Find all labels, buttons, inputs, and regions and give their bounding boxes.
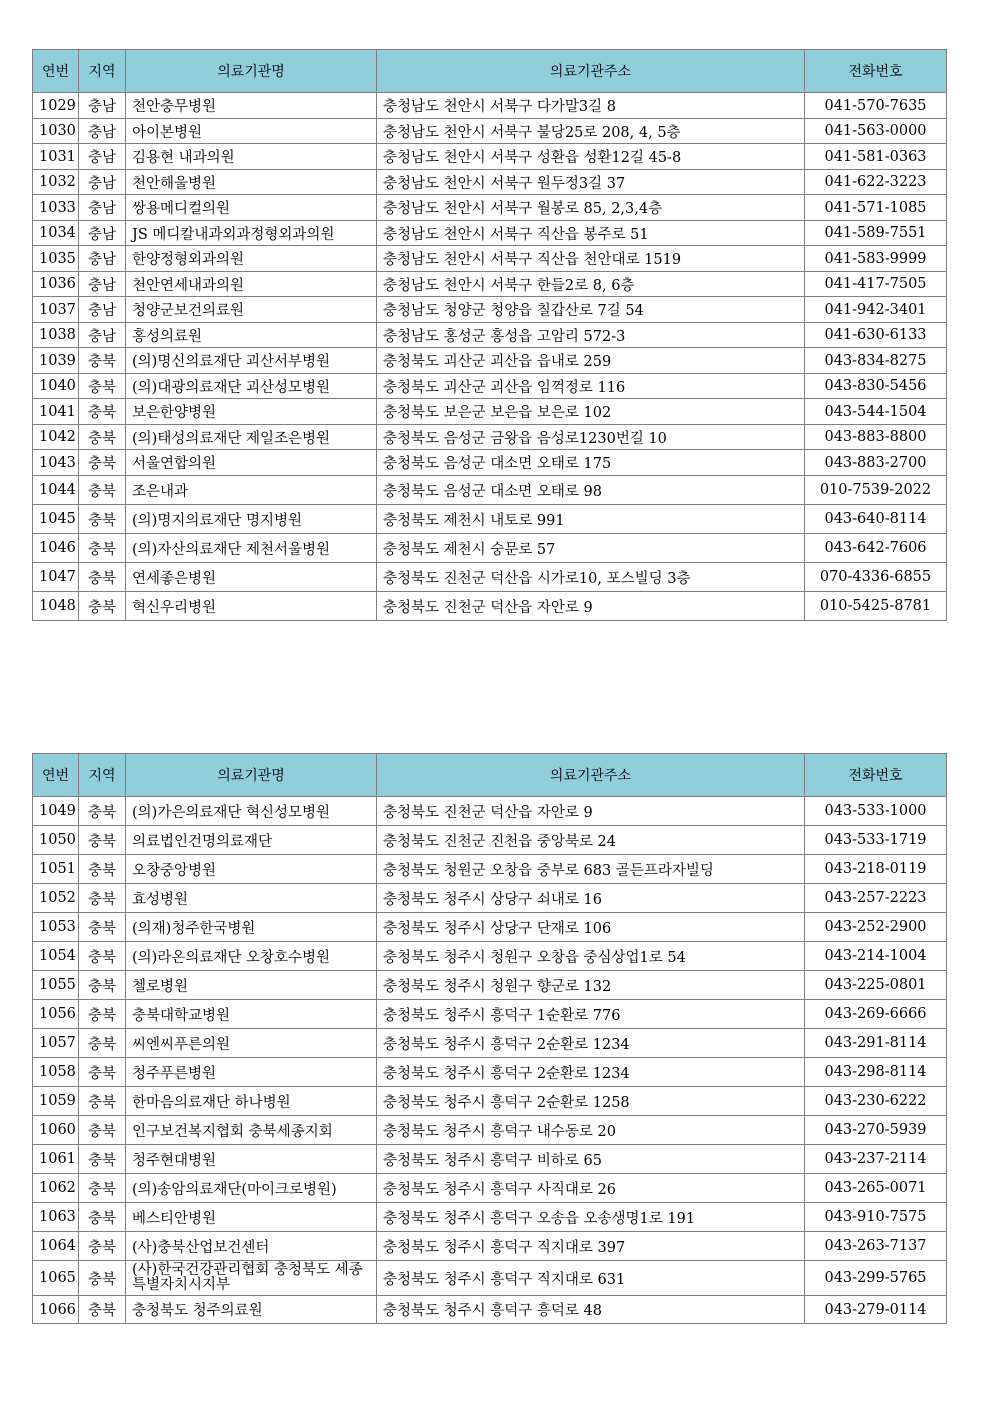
cell-address: 충청북도 청주시 흥덕구 직지대로 631 <box>377 1261 805 1296</box>
cell-phone: 043-533-1719 <box>805 826 947 855</box>
header-phone: 전화번호 <box>805 50 947 93</box>
table-row <box>33 797 947 826</box>
cell-region: 충북 <box>79 374 126 399</box>
cell-address: 충청북도 음성군 금왕읍 음성로1230번길 10 <box>377 425 805 450</box>
cell-no: 1032 <box>33 170 79 195</box>
header-no: 연번 <box>33 50 79 93</box>
cell-name: 청양군보건의료원 <box>126 297 377 323</box>
cell-address: 충청북도 청주시 흥덕구 내수동로 20 <box>377 1116 805 1145</box>
cell-no: 1036 <box>33 272 79 297</box>
cell-no: 1053 <box>33 913 79 942</box>
cell-no: 1031 <box>33 144 79 170</box>
table-row <box>33 913 947 942</box>
cell-region: 충남 <box>79 195 126 221</box>
cell-phone: 043-279-0114 <box>805 1296 947 1324</box>
cell-no: 1062 <box>33 1174 79 1203</box>
header-address: 의료기관주소 <box>377 754 805 797</box>
cell-name: 오창중앙병원 <box>126 855 377 884</box>
cell-phone: 043-883-2700 <box>805 450 947 476</box>
cell-name: 충북대학교병원 <box>126 1000 377 1029</box>
cell-region: 충남 <box>79 297 126 323</box>
cell-region: 충북 <box>79 1029 126 1058</box>
table-row <box>33 534 947 563</box>
table-row <box>33 221 947 246</box>
cell-phone: 041-581-0363 <box>805 144 947 170</box>
cell-name: 천안해울병원 <box>126 170 377 195</box>
cell-region: 충북 <box>79 884 126 913</box>
cell-address: 충청북도 청주시 상당구 단재로 106 <box>377 913 805 942</box>
cell-phone: 043-533-1000 <box>805 797 947 826</box>
cell-address: 충청북도 청주시 흥덕구 2순환로 1234 <box>377 1029 805 1058</box>
cell-address: 충청북도 청주시 흥덕구 2순환로 1258 <box>377 1087 805 1116</box>
cell-phone: 043-257-2223 <box>805 884 947 913</box>
table-row <box>33 144 947 170</box>
cell-name: (의)태성의료재단 제일조은병원 <box>126 425 377 450</box>
cell-address: 충청남도 천안시 서북구 성환읍 성환12길 45-8 <box>377 144 805 170</box>
cell-phone: 043-910-7575 <box>805 1203 947 1232</box>
table-row <box>33 1087 947 1116</box>
table-row <box>33 942 947 971</box>
cell-no: 1047 <box>33 563 79 592</box>
cell-phone: 043-252-2900 <box>805 913 947 942</box>
cell-phone: 041-583-9999 <box>805 246 947 272</box>
cell-address: 충청남도 천안시 서북구 불당25로 208, 4, 5층 <box>377 119 805 144</box>
cell-no: 1064 <box>33 1232 79 1261</box>
header-name: 의료기관명 <box>126 754 377 797</box>
table-row <box>33 855 947 884</box>
cell-no: 1045 <box>33 505 79 534</box>
cell-no: 1049 <box>33 797 79 826</box>
cell-region: 충북 <box>79 399 126 425</box>
cell-phone: 010-5425-8781 <box>805 592 947 621</box>
table-row <box>33 1261 947 1296</box>
cell-address: 충청북도 청주시 흥덕구 흥덕로 48 <box>377 1296 805 1324</box>
cell-phone: 043-265-0071 <box>805 1174 947 1203</box>
table-row <box>33 348 947 374</box>
table-row <box>33 297 947 323</box>
cell-address: 충청북도 청주시 흥덕구 2순환로 1234 <box>377 1058 805 1087</box>
table-row <box>33 323 947 348</box>
table-row <box>33 374 947 399</box>
cell-phone: 041-942-3401 <box>805 297 947 323</box>
table-header-row <box>33 754 947 797</box>
cell-address: 충청북도 제천시 내토로 991 <box>377 505 805 534</box>
cell-region: 충북 <box>79 942 126 971</box>
cell-no: 1040 <box>33 374 79 399</box>
table-row <box>33 450 947 476</box>
header-address: 의료기관주소 <box>377 50 805 93</box>
cell-address: 충청북도 음성군 대소면 오태로 175 <box>377 450 805 476</box>
cell-region: 충북 <box>79 1296 126 1324</box>
table-row <box>33 1145 947 1174</box>
cell-no: 1038 <box>33 323 79 348</box>
cell-region: 충북 <box>79 1087 126 1116</box>
cell-name: (의)송암의료재단(마이크로병원) <box>126 1174 377 1203</box>
cell-region: 충북 <box>79 505 126 534</box>
cell-phone: 043-544-1504 <box>805 399 947 425</box>
table-row <box>33 563 947 592</box>
cell-address: 충청북도 청주시 흥덕구 1순환로 776 <box>377 1000 805 1029</box>
cell-name: (의)자산의료재단 제천서울병원 <box>126 534 377 563</box>
cell-phone: 041-589-7551 <box>805 221 947 246</box>
cell-phone: 043-230-6222 <box>805 1087 947 1116</box>
table-row <box>33 1116 947 1145</box>
cell-address: 충청북도 청주시 청원구 향군로 132 <box>377 971 805 1000</box>
cell-no: 1037 <box>33 297 79 323</box>
cell-no: 1066 <box>33 1296 79 1324</box>
cell-name: 인구보건복지협회 충북세종지회 <box>126 1116 377 1145</box>
cell-no: 1057 <box>33 1029 79 1058</box>
cell-no: 1046 <box>33 534 79 563</box>
cell-no: 1058 <box>33 1058 79 1087</box>
cell-address: 충청북도 음성군 대소면 오태로 98 <box>377 476 805 505</box>
cell-phone: 043-298-8114 <box>805 1058 947 1087</box>
cell-address: 충청남도 홍성군 홍성읍 고암리 572-3 <box>377 323 805 348</box>
cell-region: 충남 <box>79 246 126 272</box>
cell-phone: 043-291-8114 <box>805 1029 947 1058</box>
cell-phone: 043-263-7137 <box>805 1232 947 1261</box>
cell-name: 아이본병원 <box>126 119 377 144</box>
cell-region: 충북 <box>79 1174 126 1203</box>
hospital-table-1 <box>32 49 947 621</box>
table-row <box>33 246 947 272</box>
cell-name: 첼로병원 <box>126 971 377 1000</box>
cell-phone: 041-622-3223 <box>805 170 947 195</box>
cell-name: 효성병원 <box>126 884 377 913</box>
cell-name: (사)한국건강관리협회 충청북도 세종특별자치시지부 <box>126 1261 377 1296</box>
table-row <box>33 505 947 534</box>
table-header-row <box>33 50 947 93</box>
cell-name: (의)명신의료재단 괴산서부병원 <box>126 348 377 374</box>
cell-address: 충청북도 청주시 흥덕구 비하로 65 <box>377 1145 805 1174</box>
header-no: 연번 <box>33 754 79 797</box>
cell-phone: 043-834-8275 <box>805 348 947 374</box>
table-row <box>33 884 947 913</box>
table-row <box>33 170 947 195</box>
cell-phone: 043-225-0801 <box>805 971 947 1000</box>
cell-region: 충북 <box>79 592 126 621</box>
cell-no: 1034 <box>33 221 79 246</box>
cell-phone: 041-570-7635 <box>805 93 947 119</box>
cell-region: 충남 <box>79 144 126 170</box>
cell-region: 충북 <box>79 971 126 1000</box>
cell-region: 충북 <box>79 450 126 476</box>
cell-region: 충북 <box>79 348 126 374</box>
cell-address: 충청북도 청주시 청원구 오창읍 중심상업1로 54 <box>377 942 805 971</box>
cell-name: 천안충무병원 <box>126 93 377 119</box>
cell-no: 1063 <box>33 1203 79 1232</box>
table-row <box>33 1029 947 1058</box>
cell-no: 1029 <box>33 93 79 119</box>
cell-name: 홍성의료원 <box>126 323 377 348</box>
cell-address: 충청북도 괴산군 괴산읍 임꺽정로 116 <box>377 374 805 399</box>
table-row <box>33 1203 947 1232</box>
cell-address: 충청북도 보은군 보은읍 보은로 102 <box>377 399 805 425</box>
table-row <box>33 399 947 425</box>
cell-name: 베스티안병원 <box>126 1203 377 1232</box>
table-row <box>33 1296 947 1324</box>
cell-phone: 043-883-8800 <box>805 425 947 450</box>
cell-no: 1041 <box>33 399 79 425</box>
cell-name: JS 메디칼내과외과정형외과의원 <box>126 221 377 246</box>
cell-phone: 043-270-5939 <box>805 1116 947 1145</box>
cell-region: 충북 <box>79 534 126 563</box>
cell-region: 충북 <box>79 913 126 942</box>
hospital-table-2 <box>32 753 947 1324</box>
header-phone: 전화번호 <box>805 754 947 797</box>
cell-address: 충청남도 천안시 서북구 다가말3길 8 <box>377 93 805 119</box>
cell-no: 1042 <box>33 425 79 450</box>
cell-name: (사)충북산업보건센터 <box>126 1232 377 1261</box>
cell-name: 충청북도 청주의료원 <box>126 1296 377 1324</box>
cell-region: 충북 <box>79 1232 126 1261</box>
cell-phone: 041-571-1085 <box>805 195 947 221</box>
cell-name: 쌍용메디컬의원 <box>126 195 377 221</box>
cell-no: 1061 <box>33 1145 79 1174</box>
cell-region: 충남 <box>79 323 126 348</box>
cell-region: 충북 <box>79 1145 126 1174</box>
table-row <box>33 195 947 221</box>
table-row <box>33 1232 947 1261</box>
cell-address: 충청북도 진천군 덕산읍 자안로 9 <box>377 797 805 826</box>
cell-address: 충청북도 청주시 상당구 쇠내로 16 <box>377 884 805 913</box>
cell-region: 충북 <box>79 855 126 884</box>
cell-region: 충남 <box>79 221 126 246</box>
table-row <box>33 425 947 450</box>
cell-address: 충청남도 천안시 서북구 직산읍 봉주로 51 <box>377 221 805 246</box>
table-row <box>33 476 947 505</box>
cell-address: 충청남도 천안시 서북구 한들2로 8, 6층 <box>377 272 805 297</box>
cell-address: 충청남도 천안시 서북구 월봉로 85, 2,3,4층 <box>377 195 805 221</box>
cell-address: 충청북도 청주시 흥덕구 오송읍 오송생명1로 191 <box>377 1203 805 1232</box>
table-row <box>33 272 947 297</box>
cell-region: 충북 <box>79 1261 126 1296</box>
cell-region: 충북 <box>79 425 126 450</box>
cell-name: 천안연세내과의원 <box>126 272 377 297</box>
cell-phone: 041-417-7505 <box>805 272 947 297</box>
cell-name: 서울연합의원 <box>126 450 377 476</box>
cell-name: 김용현 내과의원 <box>126 144 377 170</box>
cell-region: 충남 <box>79 170 126 195</box>
cell-no: 1048 <box>33 592 79 621</box>
cell-phone: 043-269-6666 <box>805 1000 947 1029</box>
cell-region: 충북 <box>79 563 126 592</box>
cell-name: 한마음의료재단 하나병원 <box>126 1087 377 1116</box>
cell-address: 충청북도 진천군 덕산읍 시가로10, 포스빌딩 3층 <box>377 563 805 592</box>
cell-address: 충청북도 청주시 흥덕구 사직대로 26 <box>377 1174 805 1203</box>
cell-name: 씨엔씨푸른의원 <box>126 1029 377 1058</box>
table-row <box>33 826 947 855</box>
table-row <box>33 1058 947 1087</box>
cell-address: 충청남도 천안시 서북구 원두정3길 37 <box>377 170 805 195</box>
table-row <box>33 1174 947 1203</box>
cell-phone: 041-563-0000 <box>805 119 947 144</box>
cell-no: 1044 <box>33 476 79 505</box>
cell-address: 충청남도 청양군 청양읍 칠갑산로 7길 54 <box>377 297 805 323</box>
cell-no: 1065 <box>33 1261 79 1296</box>
cell-region: 충북 <box>79 1000 126 1029</box>
cell-no: 1043 <box>33 450 79 476</box>
cell-phone: 010-7539-2022 <box>805 476 947 505</box>
cell-address: 충청북도 청주시 흥덕구 직지대로 397 <box>377 1232 805 1261</box>
table-row <box>33 119 947 144</box>
header-name: 의료기관명 <box>126 50 377 93</box>
table-row <box>33 592 947 621</box>
cell-name: (의)가은의료재단 혁신성모병원 <box>126 797 377 826</box>
cell-phone: 043-218-0119 <box>805 855 947 884</box>
cell-region: 충북 <box>79 1116 126 1145</box>
cell-region: 충북 <box>79 826 126 855</box>
cell-name: 조은내과 <box>126 476 377 505</box>
cell-name: 보은한양병원 <box>126 399 377 425</box>
cell-name: (의)명지의료재단 명지병원 <box>126 505 377 534</box>
table-row <box>33 971 947 1000</box>
cell-phone: 043-299-5765 <box>805 1261 947 1296</box>
cell-region: 충북 <box>79 1203 126 1232</box>
cell-no: 1059 <box>33 1087 79 1116</box>
cell-phone: 041-630-6133 <box>805 323 947 348</box>
table-row <box>33 93 947 119</box>
cell-phone: 043-214-1004 <box>805 942 947 971</box>
cell-region: 충북 <box>79 1058 126 1087</box>
cell-name: 청주푸른병원 <box>126 1058 377 1087</box>
cell-region: 충남 <box>79 93 126 119</box>
header-region: 지역 <box>79 50 126 93</box>
cell-name: 한양정형외과의원 <box>126 246 377 272</box>
cell-region: 충남 <box>79 272 126 297</box>
cell-region: 충북 <box>79 797 126 826</box>
header-region: 지역 <box>79 754 126 797</box>
cell-name: (의)라온의료재단 오창호수병원 <box>126 942 377 971</box>
cell-no: 1039 <box>33 348 79 374</box>
cell-no: 1051 <box>33 855 79 884</box>
cell-address: 충청북도 청원군 오창읍 중부로 683 골든프라자빌딩 <box>377 855 805 884</box>
cell-phone: 043-640-8114 <box>805 505 947 534</box>
cell-address: 충청북도 제천시 숭문로 57 <box>377 534 805 563</box>
cell-name: (의)대광의료재단 괴산성모병원 <box>126 374 377 399</box>
cell-name: 혁신우리병원 <box>126 592 377 621</box>
table-row <box>33 1000 947 1029</box>
cell-region: 충북 <box>79 476 126 505</box>
cell-no: 1050 <box>33 826 79 855</box>
cell-phone: 043-642-7606 <box>805 534 947 563</box>
cell-no: 1060 <box>33 1116 79 1145</box>
cell-no: 1054 <box>33 942 79 971</box>
cell-address: 충청남도 천안시 서북구 직산읍 천안대로 1519 <box>377 246 805 272</box>
cell-no: 1055 <box>33 971 79 1000</box>
cell-address: 충청북도 진천군 진천읍 중앙북로 24 <box>377 826 805 855</box>
cell-region: 충남 <box>79 119 126 144</box>
cell-no: 1052 <box>33 884 79 913</box>
cell-no: 1056 <box>33 1000 79 1029</box>
cell-name: 연세좋은병원 <box>126 563 377 592</box>
cell-no: 1030 <box>33 119 79 144</box>
cell-phone: 043-237-2114 <box>805 1145 947 1174</box>
cell-name: 청주현대병원 <box>126 1145 377 1174</box>
cell-name: (의재)청주한국병원 <box>126 913 377 942</box>
cell-no: 1035 <box>33 246 79 272</box>
cell-no: 1033 <box>33 195 79 221</box>
cell-phone: 043-830-5456 <box>805 374 947 399</box>
cell-name: 의료법인건명의료재단 <box>126 826 377 855</box>
cell-phone: 070-4336-6855 <box>805 563 947 592</box>
cell-address: 충청북도 진천군 덕산읍 자안로 9 <box>377 592 805 621</box>
cell-address: 충청북도 괴산군 괴산읍 읍내로 259 <box>377 348 805 374</box>
